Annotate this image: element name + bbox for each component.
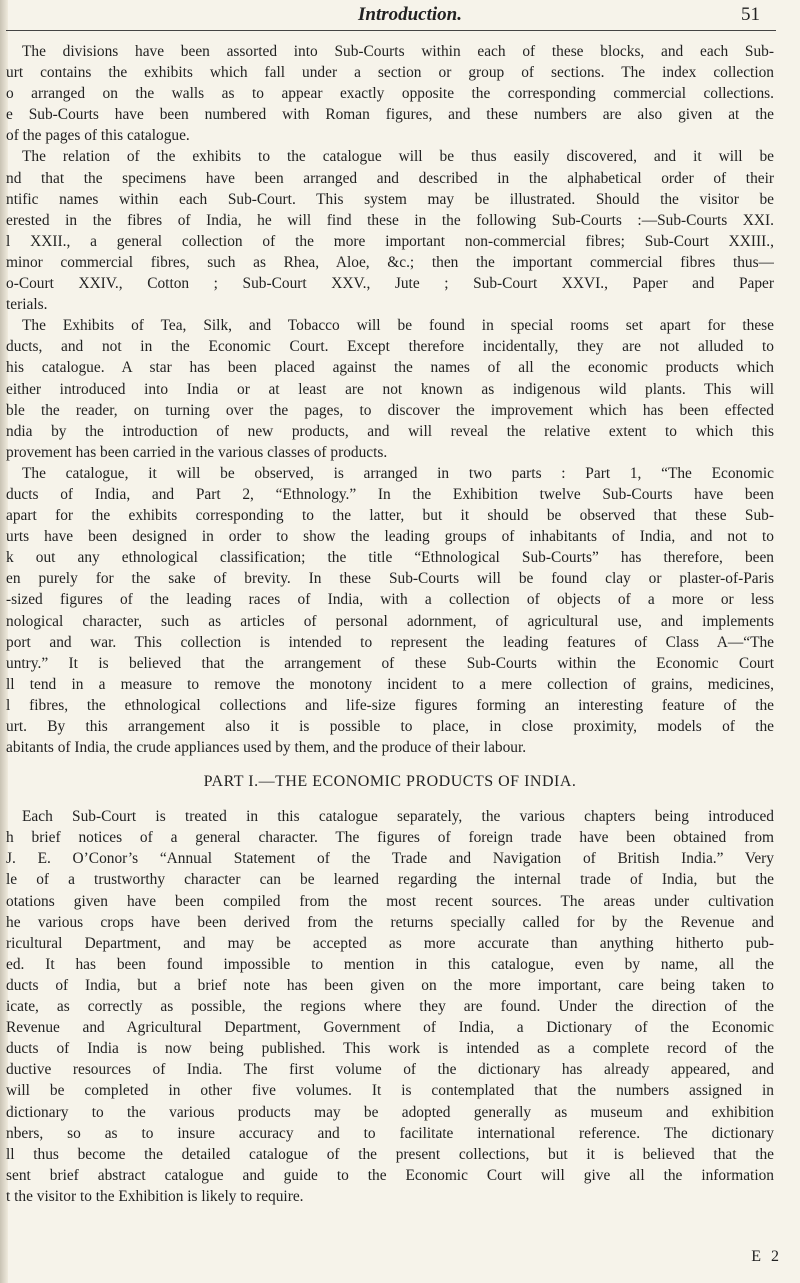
text-line: The catalogue, it will be observed, is arranged in two parts : Part 1, “The Economic xyxy=(22,464,774,482)
text-line: erested in the fibres of India, he will find these in the following Sub-Courts :—Sub-Courts XXI. xyxy=(6,211,774,229)
signature-mark: E 2 xyxy=(751,1248,782,1265)
text-line: port and war. This collection is intended to represent the leading features of Class A—“The xyxy=(6,633,774,651)
text-line: k out any ethnological classification; the title “Ethnological Sub-Courts” has therefore, been xyxy=(6,549,774,567)
text-line: e Sub-Courts have been numbered with Roman figures, and these numbers are also given at the xyxy=(6,106,774,124)
text-line: ed. It has been found impossible to mention in this catalogue, even by name, all the xyxy=(6,955,774,973)
text-line: nological character, such as articles of personal adornment, of agricultural use, and implements xyxy=(6,612,774,630)
text-line: provement has been carried in the various classes of products. xyxy=(6,443,388,461)
text-line: Each Sub-Court is treated in this catalogue separately, the various chapters being introduced xyxy=(22,808,774,826)
text-line: ll thus become the detailed catalogue of the present collections, but it is believed that the xyxy=(6,1145,774,1163)
part-heading: PART I.—THE ECONOMIC PRODUCTS OF INDIA. xyxy=(203,773,577,791)
text-line: otations given have been compiled from the most recent sources. The areas under cultivation xyxy=(6,892,774,910)
text-line: dictionary to the various products may be adopted generally as museum and exhibition xyxy=(6,1103,774,1121)
text-line: sent brief abstract catalogue and guide to the Economic Court will give all the information xyxy=(6,1166,774,1184)
header-rule xyxy=(6,30,776,31)
text-line: l XXII., a general collection of the more important non-commercial fibres; Sub-Court XXIII., xyxy=(6,232,774,250)
text-line: ble the reader, on turning over the pages, to discover the improvement which has been effected xyxy=(6,401,774,419)
text-line: The divisions have been assorted into Sub-Courts within each of these blocks, and each Sub- xyxy=(22,43,774,60)
page-number: 51 xyxy=(741,4,760,25)
text-line: ducts, and not in the Economic Court. Except therefore incidentally, they are not alluded to xyxy=(6,338,774,356)
text-line: either introduced into India or at least are not known as indigenous wild plants. This will xyxy=(6,380,774,398)
text-line: ducts of India, and Part 2, “Ethnology.” In the Exhibition twelve Sub-Courts have been xyxy=(6,485,774,503)
text-line: will be completed in other five volumes. It is contemplated that the numbers assigned in xyxy=(6,1082,774,1100)
text-line: -sized figures of the leading races of India, with a collection of objects of a more or less xyxy=(6,591,774,609)
text-line: his catalogue. A star has been placed against the names of all the economic products which xyxy=(6,359,774,377)
text-line: o-Court XXIV., Cotton ; Sub-Court XXV., Jute ; Sub-Court XXVI., Paper and Paper xyxy=(6,275,774,293)
text-line: J. E. O’Conor’s “Annual Statement of the Trade and Navigation of British India.” Very xyxy=(6,850,774,868)
text-line: apart for the exhibits corresponding to the latter, but it should be observed that these Sub- xyxy=(6,507,774,525)
text-line: le of a trustworthy character can be learned regarding the internal trade of India, but the xyxy=(6,871,774,889)
text-line: ntific names within each Sub-Court. This system may be illustrated. Should the visitor be xyxy=(6,190,774,208)
text-line: terials. xyxy=(6,296,48,314)
text-line: The relation of the exhibits to the catalogue will be thus easily discovered, and it will be xyxy=(22,148,774,166)
part-one-section xyxy=(6,806,774,1207)
introduction-section xyxy=(6,41,774,758)
text-line: ndia by the introduction of new products, and will reveal the relative extent to which this xyxy=(6,422,774,440)
text-line: The Exhibits of Tea, Silk, and Tobacco will be found in special rooms set apart for these xyxy=(22,317,774,335)
text-line: abitants of India, the crude appliances used by them, and the produce of their labour. xyxy=(6,739,527,757)
text-line: nd that the specimens have been arranged and described in the alphabetical order of their xyxy=(6,169,774,187)
text-line: of the pages of this catalogue. xyxy=(6,127,190,145)
page-body xyxy=(6,41,774,1207)
text-line: Revenue and Agricultural Department, Government of India, a Dictionary of the Economic xyxy=(6,1019,774,1037)
text-line: l fibres, the ethnological collections and life-size figures forming an interesting feature of the xyxy=(6,696,774,714)
page-header xyxy=(60,4,760,30)
text-line: urt. By this arrangement also it is possible to place, in close proximity, models of the xyxy=(6,718,774,735)
text-line: nbers, so as to insure accuracy and to facilitate international reference. The dictionary xyxy=(6,1124,774,1142)
text-line: urt contains the exhibits which fall under a section or group of sections. The index collection xyxy=(6,64,774,82)
text-line: minor commercial fibres, such as Rhea, Aloe, &c.; then the important commercial fibres thus— xyxy=(6,253,774,271)
text-line: t the visitor to the Exhibition is likely to require. xyxy=(6,1187,304,1205)
text-line: icate, as correctly as possible, the regions where they are found. Under the direction of the xyxy=(6,998,774,1016)
text-line: ll tend in a measure to remove the monotony incident to a mere collection of grains, medicines, xyxy=(6,675,774,693)
text-line: ductive resources of India. The first volume of the dictionary has already appeared, and xyxy=(6,1061,774,1079)
text-line: untry.” It is believed that the arrangement of these Sub-Courts within the Economic Court xyxy=(6,654,774,672)
text-line: en purely for the sake of brevity. In these Sub-Courts will be found clay or plaster-of-Paris xyxy=(6,570,774,588)
running-title: Introduction. xyxy=(357,4,462,25)
text-line: ricultural Department, and may be accepted as more accurate than anything hitherto pub- xyxy=(6,934,774,952)
text-line: he various crops have been derived from the returns specially called for by the Revenue and xyxy=(6,913,774,931)
text-line: o arranged on the walls as to appear exactly opposite the corresponding commercial collections. xyxy=(6,85,774,103)
text-line: urts have been designed in order to show the leading groups of inhabitants of India, and not to xyxy=(6,528,774,546)
text-line: ducts of India is now being published. This work is intended as a complete record of the xyxy=(6,1040,774,1058)
text-line: h brief notices of a general character. The figures of foreign trade have been obtained from xyxy=(6,829,774,847)
text-line: ducts of India, but a brief note has been given on the more important, care being taken to xyxy=(6,976,774,994)
